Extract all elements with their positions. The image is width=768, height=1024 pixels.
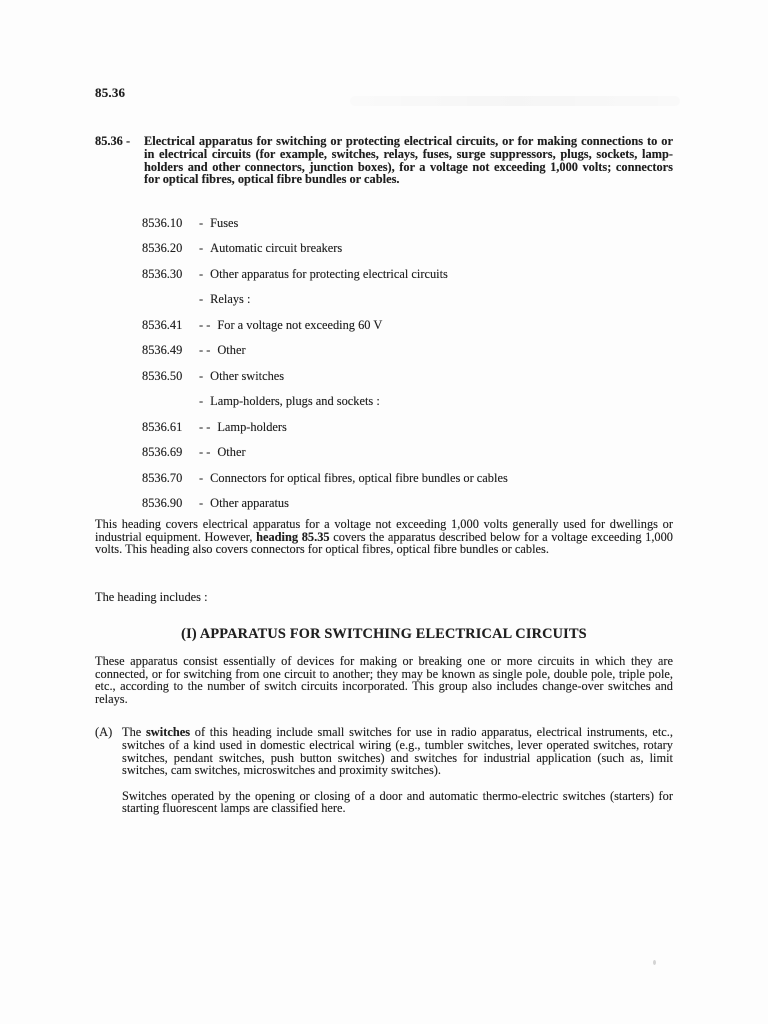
subheading-dash: - - — [199, 419, 211, 434]
subheading-label: For a voltage not exceeding 60 V — [217, 317, 383, 332]
subheading-code: 8536.50 — [142, 368, 183, 383]
subheading-row — [142, 472, 508, 485]
subheading-code: 8536.69 — [142, 445, 183, 460]
subheading-dash: - - — [199, 343, 211, 358]
subheading-code: 8536.41 — [142, 317, 183, 332]
subheading-dash: - — [199, 292, 204, 307]
intro-paragraph — [95, 518, 673, 556]
scan-artifact — [653, 960, 656, 965]
subheading-row — [142, 268, 508, 281]
subheading-label: Other — [217, 445, 246, 460]
subheading-dash: - - — [199, 317, 211, 332]
list-item-a-paragraph-1 — [122, 726, 673, 777]
subheading-label: Automatic circuit breakers — [210, 241, 343, 256]
subheading-code: 8536.30 — [142, 266, 183, 281]
subheading-code: 8536.20 — [142, 241, 183, 256]
subheading-label: Connectors for optical fibres, optical fibre bundles or cables — [210, 470, 508, 485]
subheading-code: 8536.10 — [142, 216, 183, 230]
list-item-a-paragraph-2: Switches operated by the opening or closing of a door and automatic thermo-electric switches (starters) for starting fluorescent lamps are classified here. — [122, 788, 673, 816]
subheading-row — [142, 497, 508, 510]
subheading-label: Other — [217, 343, 246, 358]
subheading-label: Other switches — [210, 368, 285, 383]
subheading-dash: - — [199, 394, 204, 409]
heading-text: Electrical apparatus for switching or protecting electrical circuits, or for making connections to or in electrical circuits (for example, switches, relays, fuses, surge suppressors, plugs, sockets, lamp-holders and other connectors, junction boxes), for a voltage not exceeding 1,000 volts; connectors for optical fibres, optical fibre bundles or cables. — [144, 134, 673, 187]
intro-text-post: covers the apparatus described below for a voltage exceeding 1,000 volts. This heading also covers connectors for optical fibres, optical fibre bundles or cables. — [95, 529, 674, 557]
page-number-header: 85.36 — [95, 85, 126, 100]
intro-text-pre: This heading covers electrical apparatus for a voltage not exceeding 1,000 volts generally used for dwellings or industrial equipment. However, — [95, 517, 673, 544]
list-item-a-body — [122, 726, 673, 815]
item-a-text-pre: The — [122, 725, 146, 739]
item-a-bold-switches: switches — [145, 725, 191, 739]
section-intro-paragraph: These apparatus consist essentially of devices for making or breaking one or more circuits in which they are connected, or for switching from one circuit to another; they may be known as single pole, double pole, triple pole, etc., according to the number of switch circuits incorporated. This group also includes change-over switches and relays. — [95, 654, 673, 706]
subheading-dash: - — [199, 216, 204, 230]
subheading-label: Lamp-holders, plugs and sockets : — [210, 394, 380, 409]
list-item-a-label: (A) — [95, 725, 113, 739]
subheading-label: Relays : — [210, 292, 251, 307]
subheading-row — [142, 217, 508, 230]
subheading-row — [142, 421, 508, 434]
subheading-row — [142, 319, 508, 332]
subheading-list — [142, 217, 508, 523]
subheading-row — [142, 344, 508, 357]
heading-code: 85.36 - — [95, 134, 131, 148]
subheading-label: Other apparatus for protecting electrical circuits — [210, 266, 448, 281]
subheading-dash: - — [199, 470, 204, 485]
subheading-code: 8536.49 — [142, 343, 183, 358]
item-a-text-post: of this heading include small switches for use in radio apparatus, electrical instruments, etc., switches of a kind used in domestic electrical wiring (e.g., tumbler switches, lever operated switches, rotary switches, pendant switches, push button switches) and switches for industrial application (such as, limit switches, cam switches, microswitches and proximity switches). — [122, 725, 673, 778]
section-heading: (I) APPARATUS FOR SWITCHING ELECTRICAL CIRCUITS — [181, 626, 587, 642]
subheading-row-group — [142, 395, 508, 408]
subheading-row — [142, 446, 508, 459]
subheading-row — [142, 242, 508, 255]
includes-line: The heading includes : — [95, 590, 208, 604]
list-item-a — [95, 726, 673, 815]
subheading-row — [142, 370, 508, 383]
subheading-dash: - — [199, 266, 204, 281]
subheading-code: 8536.61 — [142, 419, 183, 434]
subheading-label: Fuses — [210, 216, 239, 230]
subheading-dash: - — [199, 241, 204, 256]
subheading-row-group — [142, 293, 508, 306]
subheading-label: Other apparatus — [210, 496, 289, 511]
subheading-dash: - - — [199, 445, 211, 460]
subheading-dash: - — [199, 496, 204, 511]
subheading-dash: - — [199, 368, 204, 383]
subheading-code: 8536.70 — [142, 470, 183, 485]
scan-smudge-artifact — [350, 96, 680, 106]
intro-bold-reference: heading 85.35 — [256, 529, 330, 544]
subheading-label: Lamp-holders — [217, 419, 287, 434]
subheading-code: 8536.90 — [142, 496, 183, 511]
heading-block — [95, 135, 673, 186]
